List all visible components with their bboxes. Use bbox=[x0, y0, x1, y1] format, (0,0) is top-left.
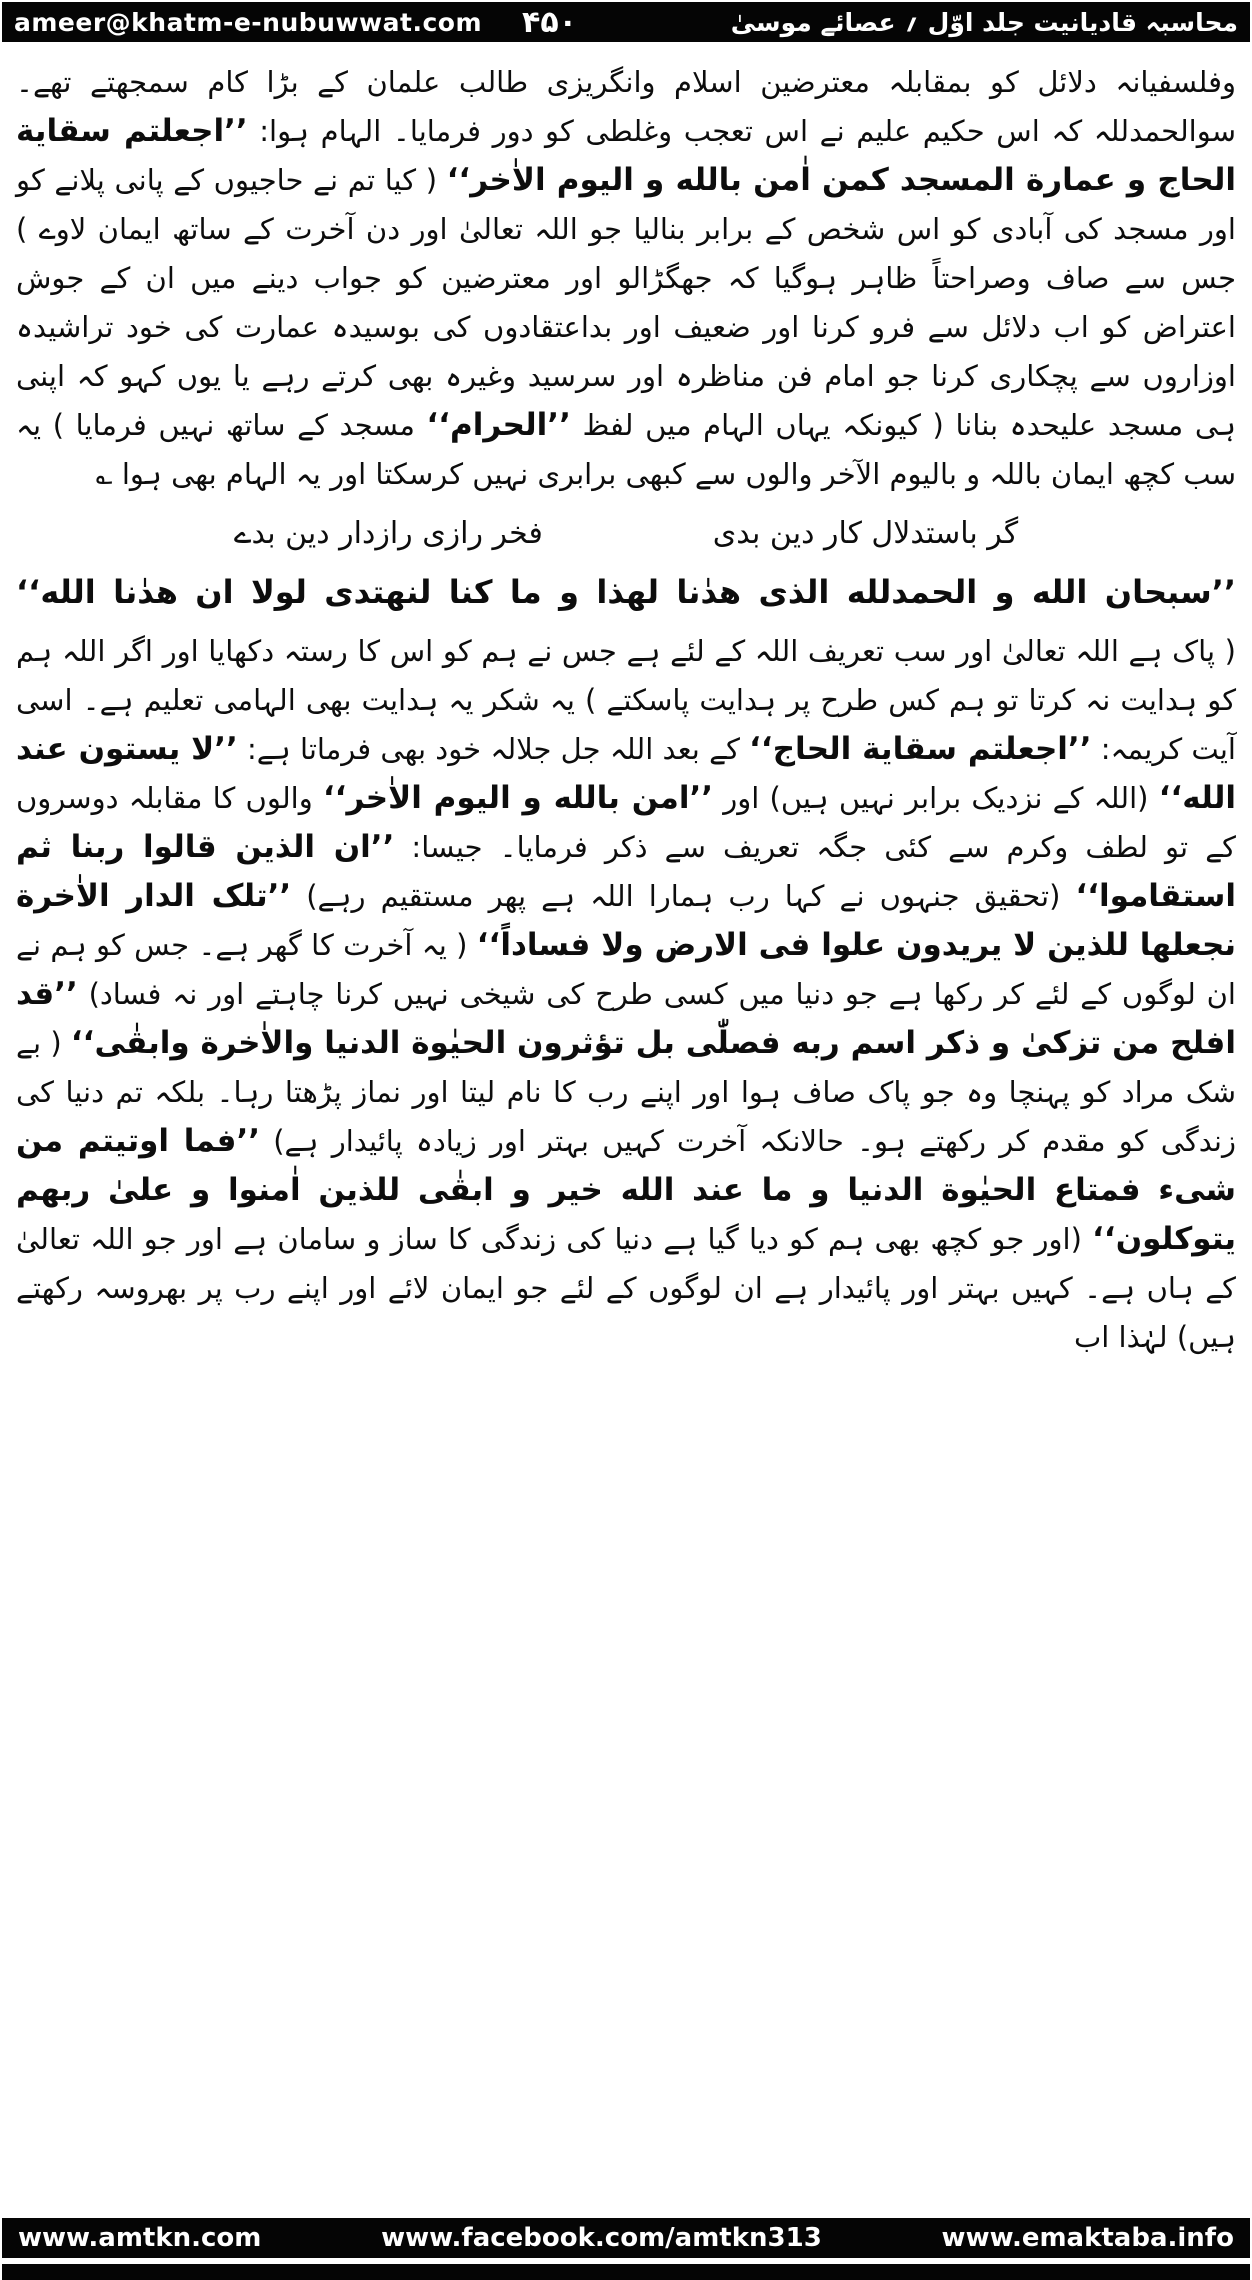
footer-link-amtkn: www.amtkn.com bbox=[18, 2223, 262, 2253]
bottom-black-strip bbox=[2, 2264, 1250, 2280]
arabic-quote: ’’فما اوتیتم من شیء فمتاع الحیٰوة الدنیا و ما عند الله خیر و ابقٰی للذین اٰمنوا و علیٰ ربھم یتوکلون‘‘ bbox=[16, 1123, 1236, 1257]
book-title: محاسبہ قادیانیت جلد اوّل ؍ عصائے موسیٰ bbox=[730, 7, 1238, 37]
urdu-prose: مسجد کے ساتھ نہیں فرمایا ) یہ سب کچھ ایمان باللہ و بالیوم الآخر والوں سے کبھی برابری نہیں کرسکتا اور یہ الہام بھی ہوا ؎ bbox=[16, 408, 1236, 491]
arabic-quote: ’’اجعلتم سقایة الحاج‘‘ bbox=[749, 731, 1092, 767]
arabic-quote: ’’لا یستون عند الله‘‘ bbox=[16, 731, 1236, 816]
urdu-prose: (اللہ کے نزدیک برابر نہیں ہیں) اور bbox=[713, 781, 1159, 815]
page-number: ۴۵۰ bbox=[522, 4, 577, 40]
footer-bar bbox=[2, 2218, 1250, 2258]
header-email: ameer@khatm-e-nubuwwat.com bbox=[14, 7, 483, 37]
page-body bbox=[16, 58, 1236, 1362]
header-bar bbox=[2, 2, 1250, 42]
urdu-prose: ( کیا تم نے حاجیوں کے پانی پلانے کو اور مسجد کی آبادی کو اس شخص کے برابر بنالیا جو اللہ تعالیٰ اور دن آخرت کے ساتھ ایمان لاوے ) جس سے صاف وصراحتاً ظاہر ہوگیا کہ جھگڑالو اور معترضین کو جواب دینے میں ان کے جوش اعتراض کو اب دلائل سے فرو کرنا اور ضعیف اور بداعتقادوں کی بوسیدہ عمارت کی خود تراشیدہ اوزاروں سے پچکاری کرنا جو امام فن مناظرہ اور سرسید وغیرہ بھی کرتے رہے یا یوں کہو کہ اپنی ہی مسجد علیحدہ بنانا ( کیونکہ یہاں الہام میں لفظ bbox=[16, 163, 1236, 442]
urdu-prose: (اور جو کچھ بھی ہم کو دیا گیا ہے دنیا کی زندگی کا ساز و سامان ہے اور جو اللہ تعالیٰ کے ہاں ہے۔ کہیں بہتر اور پائیدار ہے ان لوگوں کے لئے جو ایمان لائے اور اپنے رب پر بھروسہ رکھتے ہیں) لہٰذا اب bbox=[16, 1222, 1236, 1354]
arabic-quote: ’’الحرام‘‘ bbox=[426, 407, 571, 443]
arabic-quote: ’’اجعلتم سقایة الحاج و عمارة المسجد کمن اٰمن بالله و الیوم الاٰخر‘‘ bbox=[16, 113, 1236, 198]
urdu-prose: کے بعد اللہ جل جلالہ خود بھی فرماتا ہے: bbox=[237, 732, 750, 766]
arabic-quote: ’’تلک الدار الاٰخرة نجعلھا للذین لا یریدون علوا فی الارض ولا فساداً‘‘ bbox=[16, 878, 1236, 963]
urdu-prose: ( یہ آخرت کا گھر ہے۔ جس کو ہم نے ان لوگوں کے لئے کر رکھا ہے جو دنیا میں کسی طرح کی شیخی نہیں کرنا چاہتے اور نہ فساد) bbox=[16, 928, 1236, 1011]
urdu-prose: والوں کا مقابلہ دوسروں کے تو لطف وکرم سے کئی جگہ تعریف سے ذکر فرمایا۔ جیسا: bbox=[16, 781, 1236, 864]
urdu-prose: (تحقیق جنہوں نے کہا رب ہمارا اللہ ہے پھر مستقیم رہے) bbox=[291, 879, 1076, 913]
arabic-quotation-line: ’’سبحان الله و الحمدلله الذی ھدٰنا لھذا و ما کنا لنھتدی لولا ان ھدٰنا الله‘‘ bbox=[16, 573, 1236, 611]
arabic-quote: ’’ان الذین قالوا ربنا ثم استقاموا‘‘ bbox=[16, 829, 1236, 914]
footer-link-facebook: www.facebook.com/amtkn313 bbox=[381, 2223, 822, 2253]
urdu-prose: ( بے شک مراد کو پہنچا وہ جو پاک صاف ہوا اور اپنے رب کا نام لیتا اور نماز پڑھتا رہا۔ بلکہ تم دنیا کی زندگی کو مقدم کر رکھتے ہو۔ حالانکہ آخرت کہیں بہتر اور زیادہ پائیدار ہے) bbox=[16, 1026, 1236, 1158]
paragraph-2 bbox=[16, 627, 1236, 1362]
couplet-first-hemistich: گر باستدلال کار دین بدی bbox=[712, 516, 1019, 551]
couplet-second-hemistich: فخر رازی رازدار دین بدے bbox=[233, 516, 543, 551]
footer-link-emaktaba: www.emaktaba.info bbox=[941, 2223, 1234, 2253]
paragraph-1 bbox=[16, 58, 1236, 499]
arabic-quote: ’’قد افلح من تزکیٰ و ذکر اسم ربه فصلّٰی بل تؤثرون الحیٰوة الدنیا والاٰخرة وابقٰی‘‘ bbox=[16, 976, 1236, 1061]
arabic-quote: ’’امن بالله و الیوم الاٰخر‘‘ bbox=[322, 780, 714, 816]
urdu-prose: وفلسفیانہ دلائل کو بمقابلہ معترضین اسلام وانگریزی طالب علمان کے بڑا کام سمجھتے تھے۔ سوالحمدللہ کہ اس حکیم علیم نے اس تعجب وغلطی کو دور فرمایا۔ الہام ہوا: bbox=[16, 65, 1237, 148]
urdu-prose: ( پاک ہے اللہ تعالیٰ اور سب تعریف اللہ کے لئے ہے جس نے ہم کو اس کا رستہ دکھایا اور اگر اللہ ہم کو ہدایت نہ کرتا تو ہم کس طرح پر ہدایت پاسکتے ) یہ شکر یہ ہدایت بھی الہامی تعلیم ہے۔ اسی آیت کریمہ: bbox=[16, 634, 1236, 766]
persian-couplet bbox=[16, 509, 1236, 558]
